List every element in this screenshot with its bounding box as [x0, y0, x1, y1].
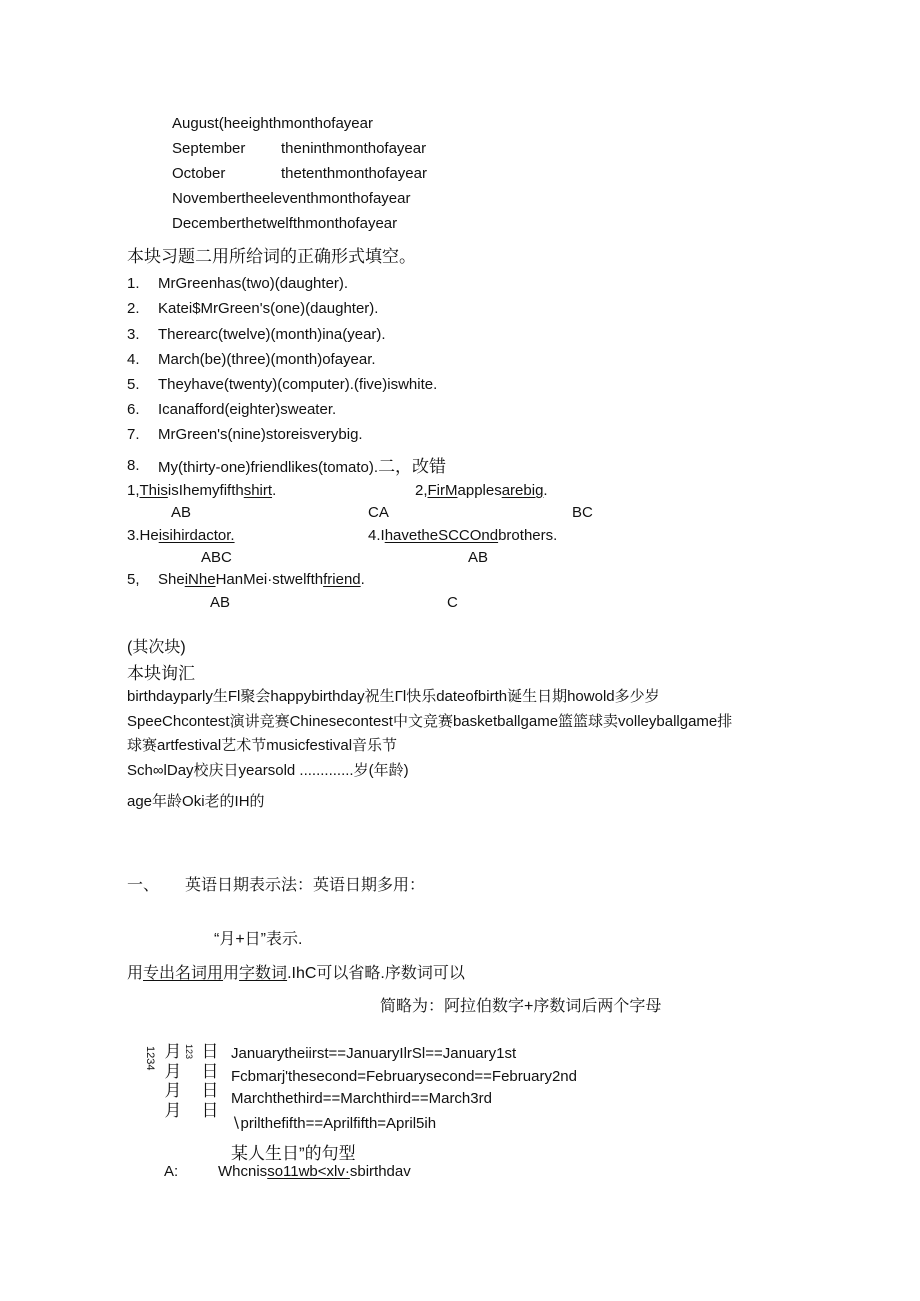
birthday-pattern: 某人生日”的句型: [231, 1144, 356, 1163]
exercise-num: 2.: [127, 300, 140, 317]
rule-text: .IhC可以省略.序数词可以: [287, 965, 465, 982]
underlined-word: iNhe: [184, 571, 216, 588]
exercise-text: Icanafford(eighter)sweater.: [158, 401, 337, 418]
correction-text: brothers.: [498, 527, 558, 544]
day-char: 日: [201, 1100, 219, 1120]
correction-text: HanMei·stwelfth: [215, 571, 324, 588]
date-section-title: 英语日期表示法：英语日期多用：: [185, 877, 426, 894]
month-name: August(: [172, 115, 224, 132]
date-rule-2: [127, 966, 465, 982]
date-example: Marchthethird==Marchthird==March3rd: [231, 1090, 492, 1107]
correction-text: .: [272, 482, 277, 499]
rule-text: 用: [223, 965, 240, 982]
vocab-line: 球赛artfestival艺术节musicfestival音乐节: [127, 737, 398, 754]
correction-text: apples: [457, 482, 502, 499]
month-september: [172, 141, 245, 156]
vocab-line: SpeeChcontest演讲竞赛Chinesecontest中文竞赛basketballgame篮篮球卖volleyballgame排: [127, 713, 733, 730]
correction-num: 2,: [415, 482, 428, 499]
dialog-text: [218, 1164, 411, 1179]
exercise-text-main: My(thirty-one)friendlikes(tomato).: [158, 459, 379, 476]
underlined-text: 专出名词用: [143, 965, 224, 982]
section-heading: (其次块): [127, 639, 186, 656]
month-char: 月: [164, 1042, 182, 1061]
correction-5-num: 5,: [127, 571, 140, 588]
option-letters: C: [447, 594, 458, 611]
month-name: Decemberthe: [172, 215, 263, 232]
date-example: Januarytheiirst==JanuaryIlrSl==January1st: [231, 1045, 517, 1062]
month-august: [172, 116, 373, 131]
month-name: Novemberthe: [172, 190, 263, 207]
day-char: 日: [201, 1042, 219, 1061]
underlined-word: friend: [323, 571, 361, 588]
month-desc: heeighthmonthofayear: [223, 115, 373, 132]
exercise-text: Theyhave(twenty)(computer).(five)iswhite.: [158, 376, 438, 393]
correction-text: isIhemyfifth: [167, 482, 244, 499]
option-letters: AB: [210, 594, 231, 611]
side-digits: 1234: [144, 1046, 156, 1071]
month-desc: twelfthmonthofayear: [262, 215, 398, 232]
exercise-num: 7.: [127, 426, 140, 443]
correction-text: .: [543, 482, 548, 499]
exercise-num: 5.: [127, 376, 140, 393]
month-name: September: [172, 140, 246, 157]
correction-text: .: [360, 571, 365, 588]
exercise-num: 8.: [127, 457, 140, 474]
correction-3: [127, 528, 235, 543]
correction-heading: 二，改错: [378, 457, 447, 476]
underlined-text: so11wb<xlv·: [267, 1163, 350, 1180]
dialog-text-part: Whcnis: [218, 1163, 268, 1180]
month-desc: theninthmonthofayear: [281, 140, 427, 157]
rule-text: 用: [127, 965, 144, 982]
day-char: 日: [201, 1061, 219, 1081]
option-letters: AB: [468, 549, 489, 566]
option-letters: CA: [368, 504, 389, 521]
date-rule-1: “月+日”表示.: [214, 931, 303, 948]
underlined-word: This: [139, 482, 168, 499]
correction-1: [127, 483, 276, 498]
vocab-line: age年龄Oki老的IH的: [127, 793, 265, 810]
side-day-column: [200, 1042, 220, 1120]
exercise-num: 4.: [127, 351, 140, 368]
vocab-line: birthdayparly生Fl聚会happybirthday祝生Γl快乐dateofbirth诞生日期howold多少岁: [127, 688, 660, 705]
month-october: October: [172, 165, 226, 182]
side-small-digits: 123: [184, 1044, 194, 1060]
correction-text: 3.He: [127, 527, 159, 544]
month-desc: eleventhmonthofayear: [262, 190, 411, 207]
exercise-text: MrGreen's(nine)storeisverybig.: [158, 426, 363, 443]
correction-text: 4.I: [368, 527, 385, 544]
exercise-num: 3.: [127, 326, 140, 343]
vocab-line: Sch∞lDay校庆日yearsold .............岁(年龄): [127, 762, 409, 779]
correction-text: She: [158, 571, 185, 588]
correction-5: [158, 572, 365, 587]
month-desc: thetenthmonthofayear: [281, 165, 427, 182]
date-example: Fcbmarj'thesecond=Februarysecond==February2nd: [231, 1068, 577, 1085]
month-december: [172, 216, 397, 231]
underlined-word: shirt: [243, 482, 273, 499]
exercise-text: [158, 458, 446, 475]
option-letters: ABC: [201, 549, 232, 566]
month-char: 月: [164, 1100, 182, 1120]
dialog-label: A:: [164, 1163, 179, 1180]
exercise-num: 6.: [127, 401, 140, 418]
date-example: ∖prilthefifth==Aprilfifth=April5ih: [231, 1115, 437, 1132]
exercise-num: 1.: [127, 275, 140, 292]
option-letters: BC: [572, 504, 593, 521]
exercise-text: Therearc(twelve)(month)ina(year).: [158, 326, 386, 343]
month-char: 月: [164, 1061, 182, 1081]
underlined-word: isihirdactor.: [158, 527, 235, 544]
month-november: [172, 191, 410, 206]
exercise-text: Katei$MrGreen's(one)(daughter).: [158, 300, 379, 317]
underlined-word: FirM: [427, 482, 458, 499]
section-num: 一、: [127, 877, 160, 894]
exercise-text: MrGreenhas(two)(daughter).: [158, 275, 349, 292]
exercise-title: 本块习题二用所给词的正确形式填空。: [127, 247, 416, 266]
correction-4: [368, 528, 557, 543]
correction-2: [415, 483, 548, 498]
date-rule-3: 简略为：阿拉伯数字+序数词后两个字母: [380, 998, 662, 1015]
underlined-word: arebig: [501, 482, 544, 499]
side-month-column: [163, 1042, 183, 1120]
underlined-word: havetheSCCOnd: [384, 527, 499, 544]
correction-num: 1,: [127, 482, 140, 499]
vocab-title: 本块询汇: [127, 664, 195, 683]
exercise-text: March(be)(three)(month)ofayear.: [158, 351, 376, 368]
month-char: 月: [164, 1081, 182, 1101]
option-letters: AB: [171, 504, 192, 521]
underlined-text: 字数词: [239, 965, 288, 982]
day-char: 日: [201, 1081, 219, 1101]
dialog-text-part: sbirthdav: [349, 1163, 411, 1180]
